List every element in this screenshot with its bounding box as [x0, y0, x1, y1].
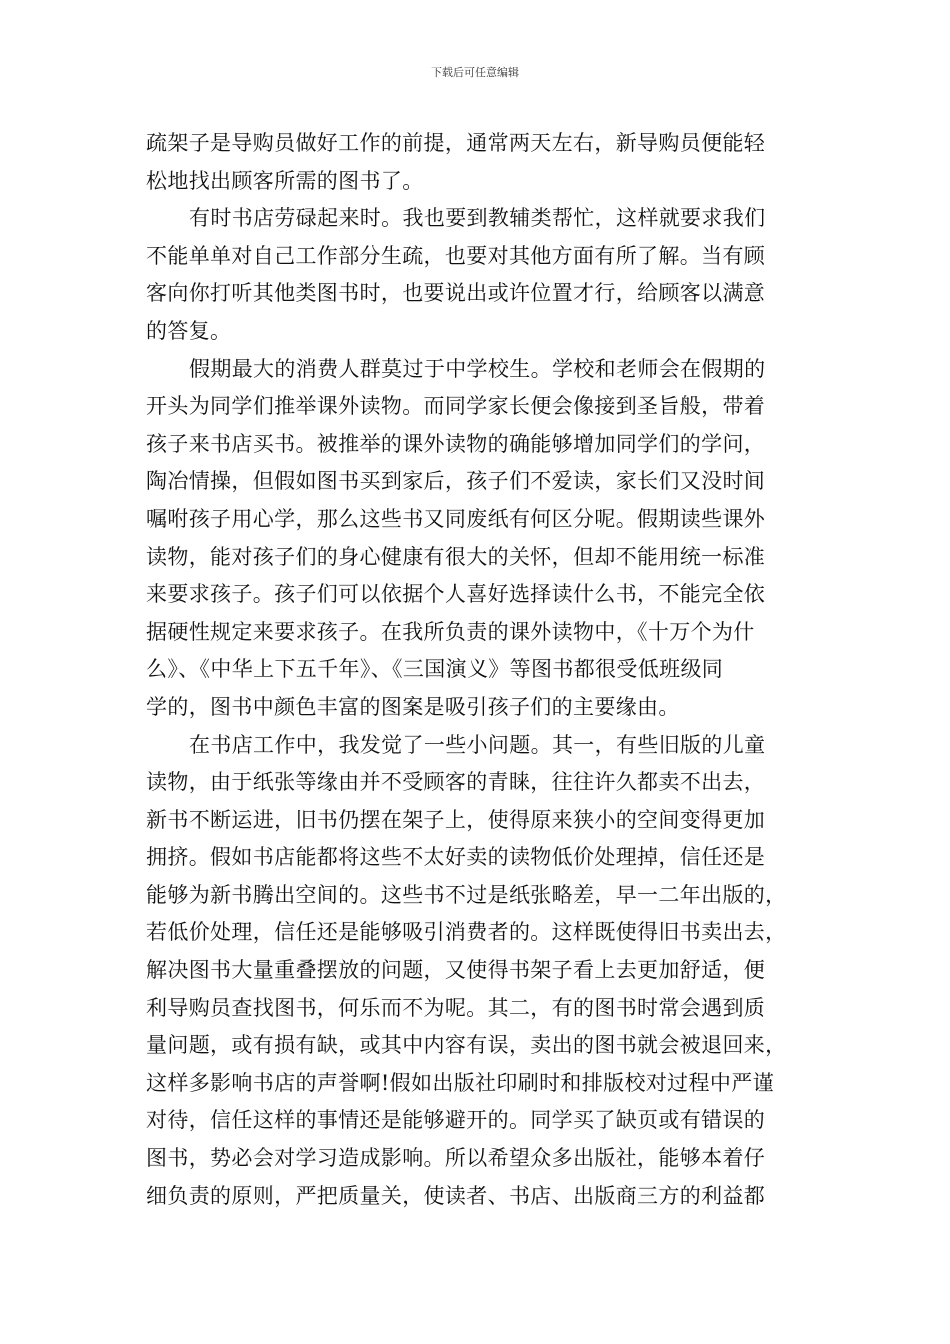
text-line: 解决图书大量重叠摆放的问题，又使得书架子看上去更加舒适，便	[146, 958, 766, 983]
text-line: 对待，信任这样的事情还是能够避开的。同学买了缺页或有错误的	[146, 1108, 766, 1133]
text-line: 利导购员查找图书，何乐而不为呢。其二，有的图书时常会遇到质	[146, 995, 766, 1020]
text-line: 孩子来书店买书。被推举的课外读物的确能够增加同学们的学问，	[146, 431, 766, 456]
text-line: 细负责的原则，严把质量关，使读者、书店、出版商三方的利益都	[146, 1183, 766, 1208]
paragraph-first-line: 有时书店劳碌起来时。我也要到教辅类帮忙，这样就要求我们	[189, 206, 766, 231]
text-line: 能够为新书腾出空间的。这些书不过是纸张略差，早一二年出版的，	[146, 882, 787, 907]
page-header: 下载后可任意编辑	[431, 66, 519, 79]
paragraph-first-line: 在书店工作中，我发觉了一些小问题。其一，有些旧版的儿童	[189, 732, 766, 757]
text-line: 据硬性规定来要求孩子。在我所负责的课外读物中，《十万个为什	[146, 619, 755, 644]
text-line: 么》、《中华上下五千年》、《三国演义》等图书都很受低班级同	[146, 657, 724, 682]
text-line: 陶冶情操，但假如图书买到家后，孩子们不爱读，家长们又没时间	[146, 469, 766, 494]
text-line: 读物，能对孩子们的身心健康有很大的关怀，但却不能用统一标准	[146, 544, 766, 569]
text-line: 客向你打听其他类图书时，也要说出或许位置才行，给顾客以满意	[146, 281, 766, 306]
text-line: 量问题，或有损有缺，或其中内容有误，卖出的图书就会被退回来，	[146, 1033, 787, 1058]
text-line: 学的，图书中颜色丰富的图案是吸引孩子们的主要缘由。	[146, 694, 680, 719]
text-line: 图书，势必会对学习造成影响。所以希望众多出版社，能够本着仔	[146, 1146, 766, 1171]
text-line: 疏架子是导购员做好工作的前提，通常两天左右，新导购员便能轻	[146, 131, 766, 155]
document-body	[146, 125, 808, 1215]
text-line: 开头为同学们推举课外读物。而同学家长便会像接到圣旨般，带着	[146, 394, 766, 419]
text-line: 这样多影响书店的声誉啊!假如出版社印刷时和排版校对过程中严谨	[146, 1070, 774, 1095]
text-line: 拥挤。假如书店能都将这些不太好卖的读物低价处理掉，信任还是	[146, 845, 766, 870]
text-line: 若低价处理，信任还是能够吸引消费者的。这样既使得旧书卖出去，	[146, 920, 787, 945]
text-line: 来要求孩子。孩子们可以依据个人喜好选择读什么书，不能完全依	[146, 582, 766, 607]
text-line: 嘱咐孩子用心学，那么这些书又同废纸有何区分呢。假期读些课外	[146, 506, 766, 531]
text-line: 松地找出顾客所需的图书了。	[146, 168, 424, 193]
text-line: 不能单单对自己工作部分生疏，也要对其他方面有所了解。当有顾	[146, 243, 766, 268]
text-line: 的答复。	[146, 318, 232, 343]
paragraph-first-line: 假期最大的消费人群莫过于中学校生。学校和老师会在假期的	[189, 356, 766, 381]
text-line: 新书不断运进，旧书仍摆在架子上，使得原来狭小的空间变得更加	[146, 807, 766, 832]
text-line: 读物，由于纸张等缘由并不受顾客的青睐，往往许久都卖不出去，	[146, 770, 766, 795]
